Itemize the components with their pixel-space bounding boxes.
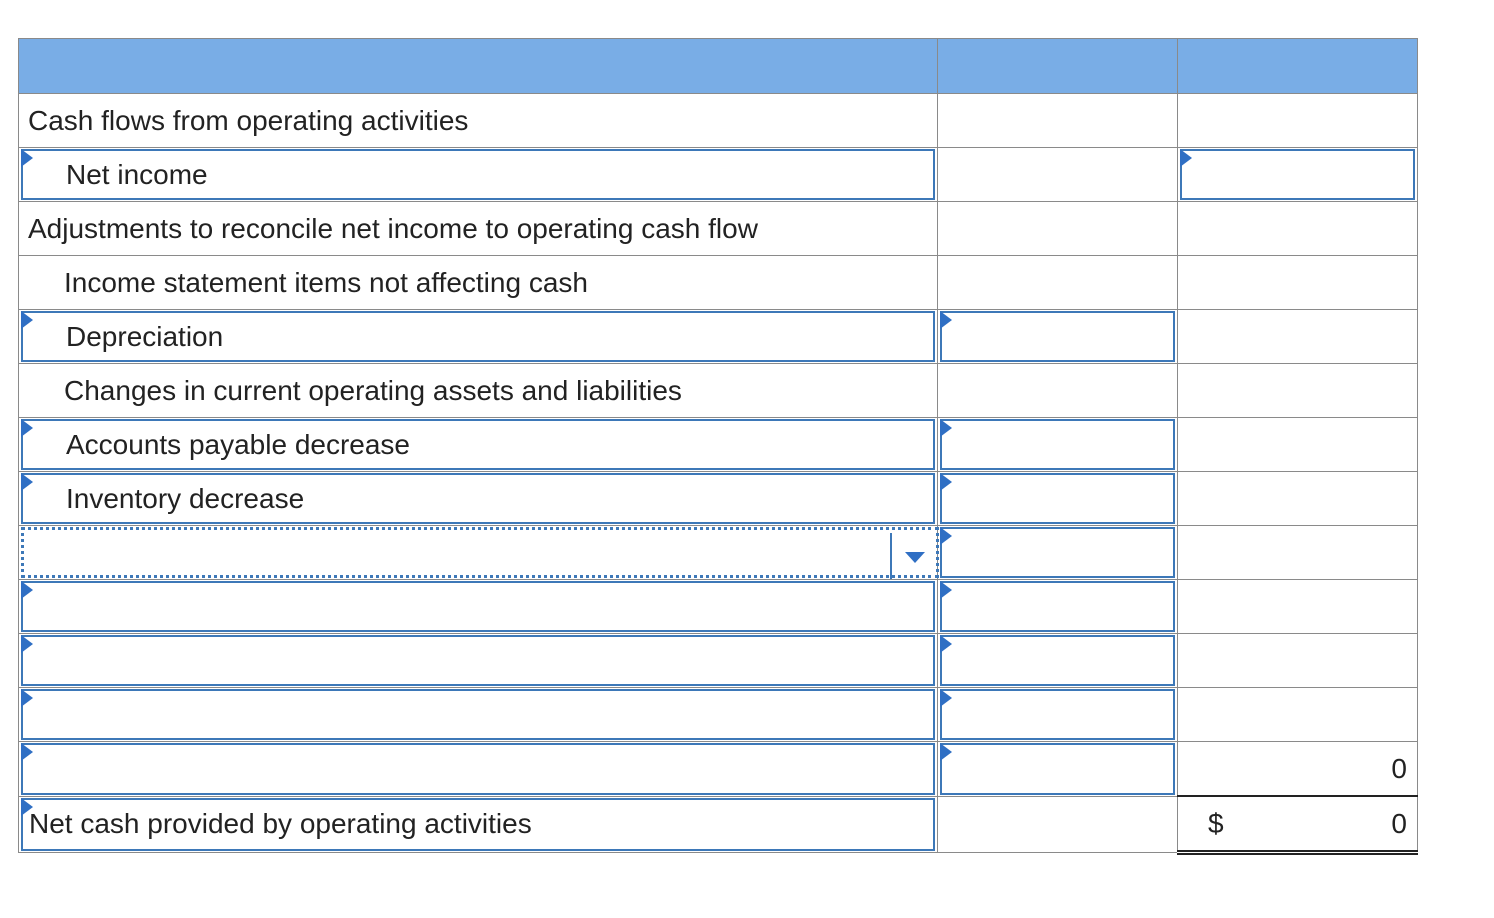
- line-item-amount-input[interactable]: [940, 527, 1175, 578]
- amount-cell: [938, 472, 1178, 526]
- total-cell: [1178, 418, 1418, 472]
- net-cash-total-cell: [1178, 796, 1418, 853]
- dropdown-button[interactable]: [890, 533, 934, 579]
- amount-cell: [938, 256, 1178, 310]
- total-cell: [1178, 364, 1418, 418]
- label-cell: [19, 688, 938, 742]
- line-item-label-input[interactable]: [21, 689, 935, 740]
- table-row: [19, 796, 1418, 853]
- label-cell: [19, 526, 938, 580]
- accounts-payable-amount-input[interactable]: [940, 419, 1175, 470]
- label-cell: [19, 310, 938, 364]
- input-marker-icon: [21, 743, 33, 761]
- accounts-payable-label-field[interactable]: [21, 419, 935, 470]
- table-row: [19, 526, 1418, 580]
- total-cell: [1178, 526, 1418, 580]
- input-marker-icon: [1180, 149, 1192, 167]
- table-row: [19, 364, 1418, 418]
- input-marker-icon: [21, 149, 33, 167]
- table-row: [19, 310, 1418, 364]
- table-row: [19, 94, 1418, 148]
- amount-cell: [938, 742, 1178, 797]
- chevron-down-icon: [905, 552, 925, 563]
- amount-cell: [938, 580, 1178, 634]
- line-item-label-input[interactable]: [21, 581, 935, 632]
- input-marker-icon: [21, 635, 33, 653]
- input-marker-icon: [940, 689, 952, 707]
- label-cell: [19, 796, 938, 853]
- net-cash-label-field[interactable]: [21, 798, 935, 852]
- row-label-non-cash-items: Income statement items not affecting cash: [64, 266, 588, 298]
- net-income-label-field[interactable]: [21, 149, 935, 200]
- input-marker-icon: [21, 311, 33, 329]
- input-marker-icon: [21, 419, 33, 437]
- total-cell: [1178, 202, 1418, 256]
- cash-flow-worksheet: [18, 38, 1418, 855]
- total-cell: [1178, 688, 1418, 742]
- line-item-label-input[interactable]: [21, 743, 935, 795]
- label-cell: [19, 364, 938, 418]
- input-marker-icon: [940, 527, 952, 545]
- table-row: [19, 148, 1418, 202]
- label-cell: [19, 94, 938, 148]
- header-cell-total: [1178, 39, 1418, 94]
- inventory-amount-input[interactable]: [940, 473, 1175, 524]
- input-marker-icon: [940, 419, 952, 437]
- input-marker-icon: [940, 311, 952, 329]
- line-item-amount-input[interactable]: [940, 581, 1175, 632]
- table-row: [19, 202, 1418, 256]
- amount-cell: [938, 634, 1178, 688]
- label-cell: [19, 148, 938, 202]
- amount-cell: [938, 202, 1178, 256]
- row-label-changes-heading: Changes in current operating assets and liabilities: [64, 374, 682, 406]
- input-marker-icon: [21, 689, 33, 707]
- line-item-amount-input[interactable]: [940, 635, 1175, 686]
- label-cell: [19, 256, 938, 310]
- depreciation-label-field[interactable]: [21, 311, 935, 362]
- line-item-label-input[interactable]: [21, 635, 935, 686]
- currency-symbol: $: [1208, 808, 1224, 839]
- row-label-adjustments: Adjustments to reconcile net income to operating cash flow: [28, 212, 758, 244]
- total-cell: [1178, 472, 1418, 526]
- total-cell: [1178, 256, 1418, 310]
- input-marker-icon: [21, 798, 33, 816]
- input-marker-icon: [940, 473, 952, 491]
- line-item-dropdown[interactable]: [21, 527, 939, 578]
- row-label-depreciation: Depreciation: [66, 321, 224, 352]
- table-row: [19, 634, 1418, 688]
- total-cell: [1178, 310, 1418, 364]
- label-cell: [19, 742, 938, 797]
- input-marker-icon: [940, 635, 952, 653]
- header-row: [19, 39, 1418, 94]
- row-label-net-income: Net income: [66, 159, 208, 190]
- label-cell: [19, 580, 938, 634]
- label-cell: [19, 472, 938, 526]
- row-label-inventory: Inventory decrease: [66, 483, 305, 514]
- line-item-amount-input[interactable]: [940, 689, 1175, 740]
- table-row: [19, 742, 1418, 797]
- input-marker-icon: [21, 581, 33, 599]
- inventory-label-field[interactable]: [21, 473, 935, 524]
- table-row: [19, 472, 1418, 526]
- table-row: [19, 256, 1418, 310]
- row-label-accounts-payable: Accounts payable decrease: [66, 429, 410, 460]
- subtotal-value: 0: [1391, 753, 1407, 784]
- subtotal-cell: [1178, 742, 1418, 797]
- total-cell: [1178, 148, 1418, 202]
- amount-cell: [938, 364, 1178, 418]
- line-item-amount-input[interactable]: [940, 743, 1175, 795]
- table-row: [19, 580, 1418, 634]
- table-row: [19, 418, 1418, 472]
- amount-cell: [938, 688, 1178, 742]
- label-cell: [19, 634, 938, 688]
- amount-cell: [938, 796, 1178, 853]
- amount-cell: [938, 310, 1178, 364]
- net-cash-value: 0: [1391, 808, 1407, 839]
- total-cell: [1178, 634, 1418, 688]
- amount-cell: [938, 418, 1178, 472]
- input-marker-icon: [940, 581, 952, 599]
- table-row: [19, 688, 1418, 742]
- label-cell: [19, 418, 938, 472]
- net-income-total-input[interactable]: [1180, 149, 1415, 200]
- input-marker-icon: [21, 473, 33, 491]
- total-cell: [1178, 94, 1418, 148]
- row-label-cash-flows-heading: Cash flows from operating activities: [28, 104, 469, 136]
- header-cell-amount: [938, 39, 1178, 94]
- total-cell: [1178, 580, 1418, 634]
- depreciation-amount-input[interactable]: [940, 311, 1175, 362]
- label-cell: [19, 202, 938, 256]
- amount-cell: [938, 526, 1178, 580]
- amount-cell: [938, 148, 1178, 202]
- input-marker-icon: [940, 743, 952, 761]
- row-label-net-cash: Net cash provided by operating activities: [29, 807, 532, 839]
- amount-cell: [938, 94, 1178, 148]
- header-cell-label: [19, 39, 938, 94]
